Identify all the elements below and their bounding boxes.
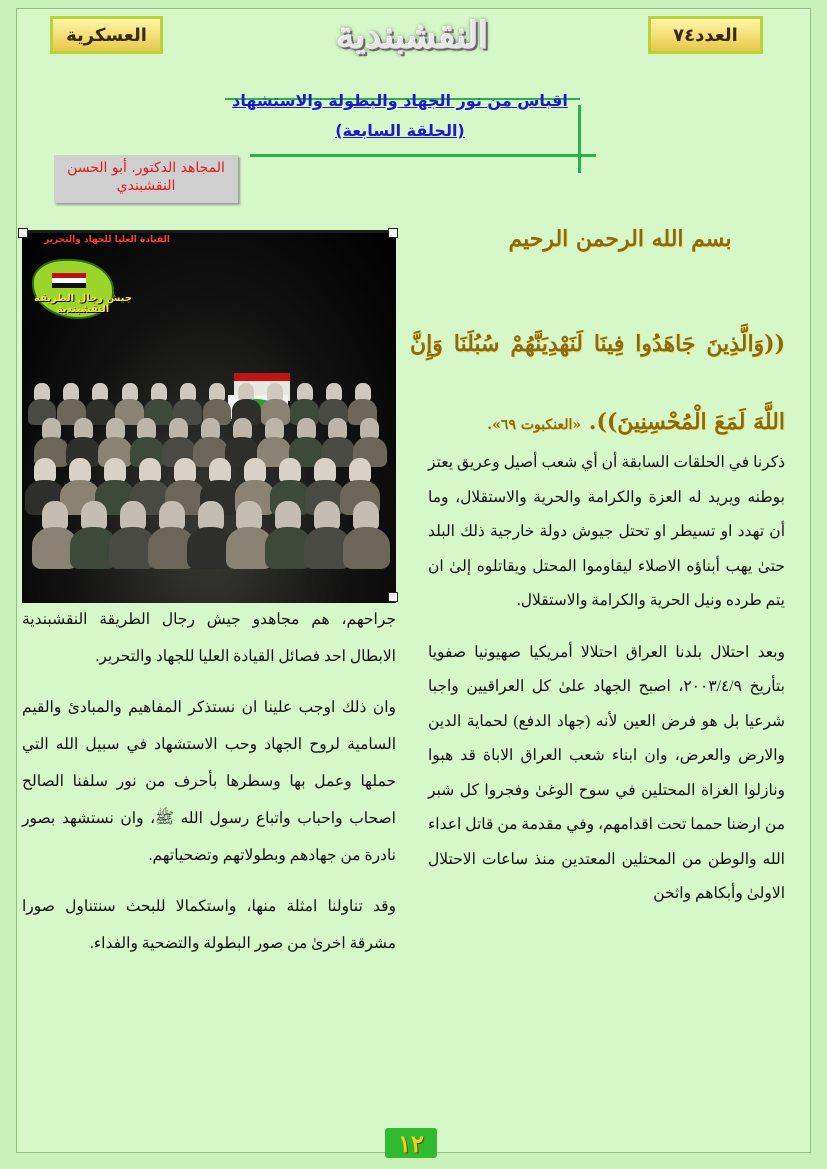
author-line1: المجاهد الدكتور. أبو الحسن xyxy=(67,160,225,176)
fighter-figure xyxy=(92,383,108,401)
fighter-figure xyxy=(159,501,185,530)
fighter-figure xyxy=(236,501,262,530)
photo-banner-text: القيادة العليا للجهاد والتحرير xyxy=(44,235,170,245)
fighter-figure xyxy=(42,418,61,439)
photo-logo-text: جيش رجال الطريقة النقشبندية xyxy=(34,293,132,315)
article-title xyxy=(220,86,580,146)
fighter-figure xyxy=(349,458,371,482)
fighter-figure xyxy=(209,383,225,401)
issue-label: العدد٧٤ xyxy=(648,16,763,54)
fighter-figure xyxy=(360,418,379,439)
fighter-figure xyxy=(244,458,266,482)
author-line2: النقشبندي xyxy=(116,178,176,194)
verse-reference: «العنكبوت ٦٩». xyxy=(487,417,582,433)
fighter-figure xyxy=(343,527,390,569)
fighter-figure xyxy=(169,418,188,439)
paragraph: وبعد احتلال بلدنا العراق احتلالا أمريكيا صهيونيا صفويا بتأريخ ٢٠٠٣/٤/٩، اصبح الجهاد علىٰ كل العراقيين واجبا شرعيا بل هو فرض العين لأنه (جهاد الدفع) لحماية الدين والارض والعرض، وان ابناء شعب العراق الاباة قد هبوا ونازلوا الغزاة المحتلين في سوح الوغىٰ وفجروا كل شبر من ارضنا حمما تحت اقدامهم، وفي مقدمة من قاتل اعداء الله والوطن من المحتلين المعتدين منذ ساعات الاحتلال الاولىٰ وأبكاهم واثخن xyxy=(428,643,785,902)
paragraph: وقد تناولنا امثلة منها، واستكمالا للبحث سنتناول صورا مشرقة اخرىٰ من صور البطولة والتضحية والفداء. xyxy=(22,898,396,952)
fighter-figure xyxy=(137,418,156,439)
paragraph: ذكرنا في الحلقات السابقة أن أي شعب أصيل وعريق يعتز بوطنه ويريد له العزة والكرامة والحرية والاستقلال، وما أن تهدد او تسيطر او تحتل جيوش دولة خارجية ذلك البلد حتىٰ يهب أبناؤه الاصلاء ليقاوموا المحتل ويقاتلوه إلىٰ ان يتم طرده ونيل الحرية والكرامة والاستقلال. xyxy=(428,454,785,609)
fighter-figure xyxy=(74,418,93,439)
fighter-figure xyxy=(42,501,68,530)
fighter-figure xyxy=(328,418,347,439)
fighter-figure xyxy=(275,501,301,530)
photo-corner xyxy=(18,228,28,238)
fighter-figure xyxy=(233,418,252,439)
masthead-title: النقشبندية xyxy=(336,15,489,57)
fighter-figure xyxy=(34,383,50,401)
basmala: بسم الله الرحمن الرحيم xyxy=(508,226,732,252)
fighter-figure xyxy=(326,383,342,401)
fighter-figure xyxy=(297,418,316,439)
fighter-figure xyxy=(69,458,91,482)
right-column xyxy=(428,446,785,912)
fighter-figure xyxy=(265,418,284,439)
article-title-line2: (الحلقة السابعة) xyxy=(335,121,465,140)
title-rule-horizontal xyxy=(250,154,596,157)
fighter-figure xyxy=(122,383,138,401)
section-label: العسكرية xyxy=(50,16,163,54)
fighter-figure xyxy=(174,458,196,482)
verse-text: ((وَالَّذِينَ جَاهَدُوا فِينَا لَنَهْدِيَنَّهُمْ سُبُلَنَا وَإِنَّ اللَّهَ لَمَعَ الْمُحْسِنِينَ)). xyxy=(410,331,785,435)
left-column xyxy=(22,601,396,962)
fighter-figure xyxy=(238,383,254,401)
fighter-figure xyxy=(81,501,107,530)
group-photo xyxy=(22,230,396,603)
author-box xyxy=(54,155,238,203)
fighter-figure xyxy=(180,383,196,401)
fighter-figure xyxy=(355,383,371,401)
fighter-figure xyxy=(353,501,379,530)
fighter-figure xyxy=(106,418,125,439)
fighter-figure xyxy=(201,418,220,439)
fighter-figure xyxy=(34,458,56,482)
fighter-figure xyxy=(279,458,301,482)
fighter-figure xyxy=(198,501,224,530)
fighter-figure xyxy=(120,501,146,530)
fighter-figure xyxy=(63,383,79,401)
paragraph: جراحهم، هم مجاهدو جيش رجال الطريقة النقشبندية الابطال احد فصائل القيادة العليا للجهاد والتحرير. xyxy=(22,611,396,665)
fighter-figure xyxy=(209,458,231,482)
fighter-figure xyxy=(139,458,161,482)
photo-corner xyxy=(388,228,398,238)
fighter-figure xyxy=(104,458,126,482)
fighter-figure xyxy=(151,383,167,401)
paragraph: وان ذلك اوجب علينا ان نستذكر المفاهيم والمبادئ والقيم السامية لروح الجهاد وحب الاستشهاد في سبيل الله التي حملها وعمل بها وسطرها بأحرف من نور سلفنا الصالح اصحاب واحباب واتباع رسول الله ﷺ، وان نستشهد بصور نادرة من جهادهم وبطولاتهم وتضحياتهم. xyxy=(22,699,396,864)
fighter-figure xyxy=(267,383,283,401)
fighter-figure xyxy=(297,383,313,401)
quran-verse xyxy=(410,305,785,464)
fighter-figure xyxy=(314,501,340,530)
title-rule-vertical xyxy=(578,105,581,173)
fighter-figure xyxy=(314,458,336,482)
page-number: ١٢ xyxy=(385,1128,437,1158)
article-title-line1: اقباس من نور الجهاد والبطولة والاستشهاد xyxy=(232,91,568,110)
